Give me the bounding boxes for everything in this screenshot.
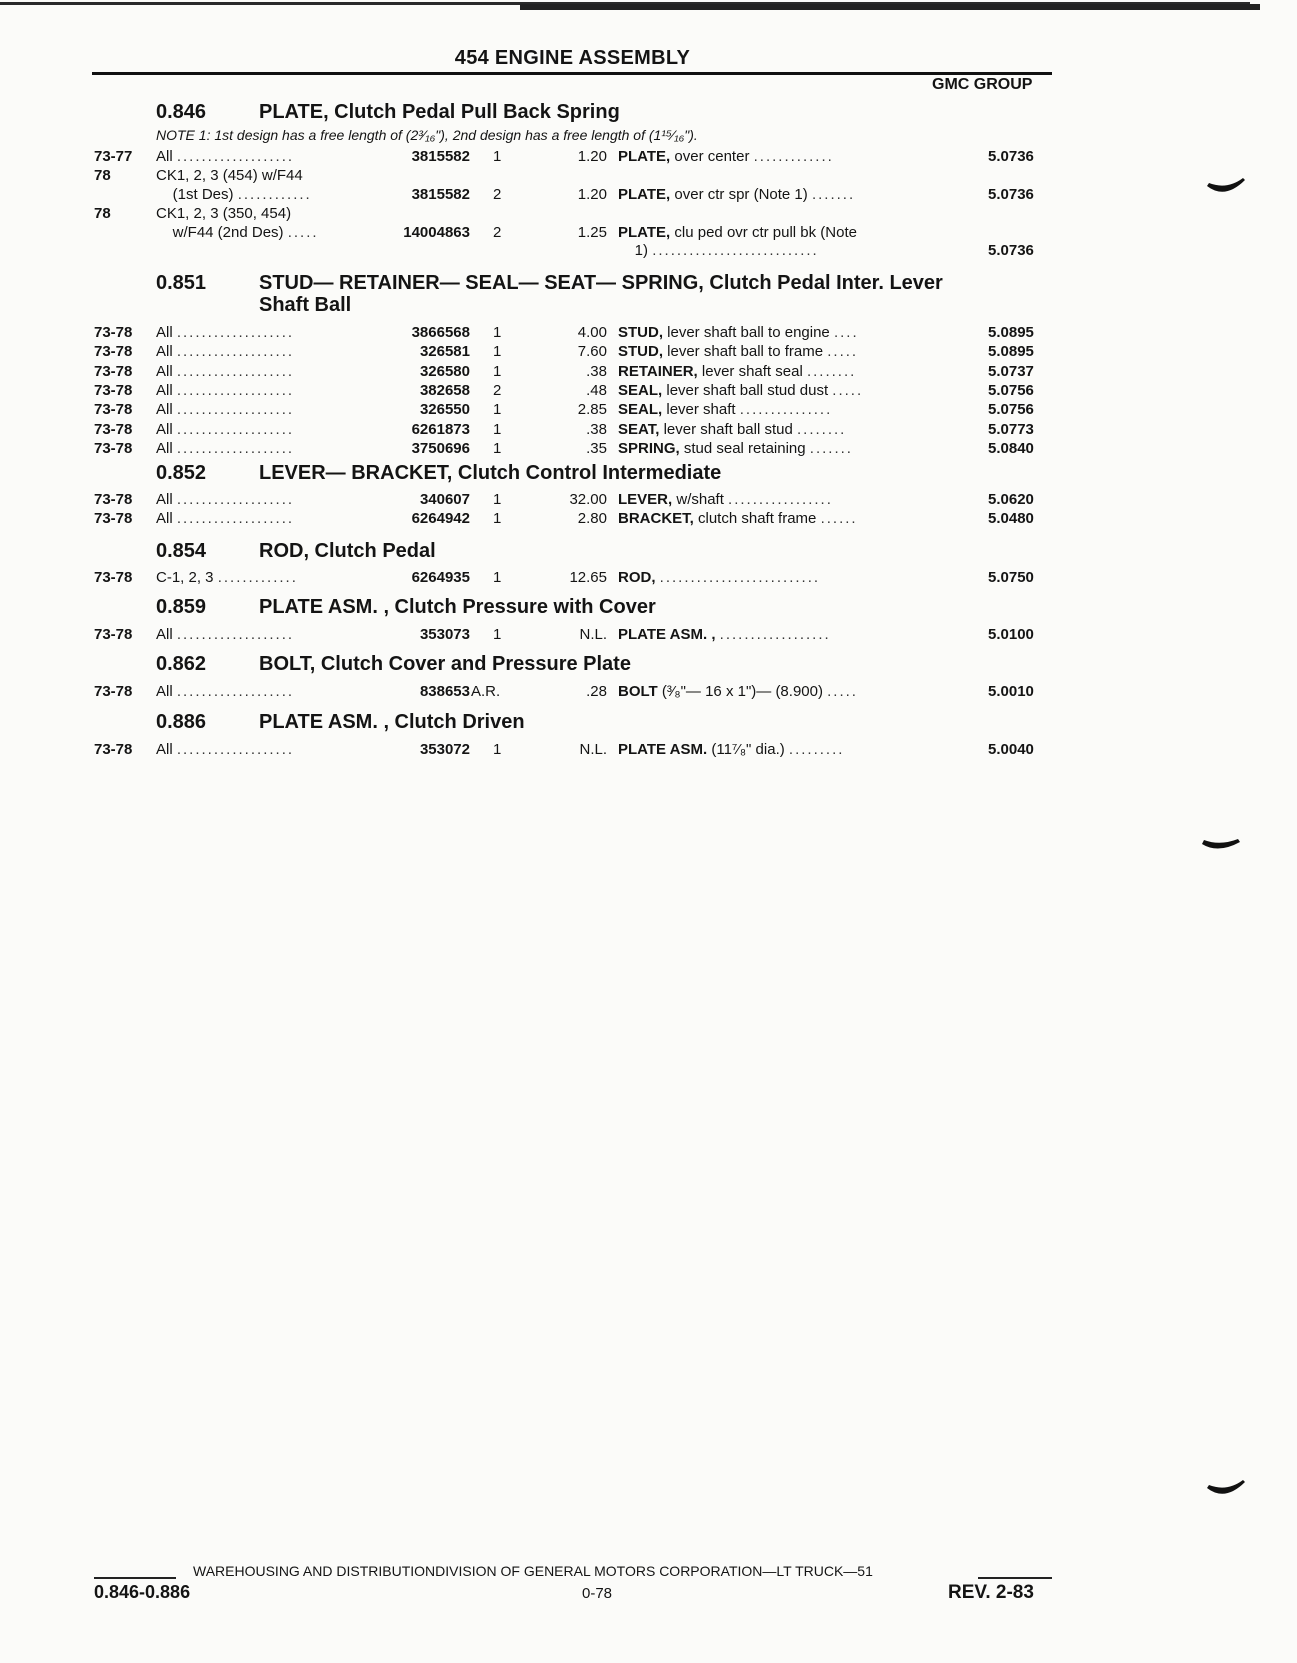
- section-number: 0.859: [156, 596, 207, 618]
- table-row: [0, 683, 1297, 702]
- description: STUD, lever shaft ball to engine ....: [618, 324, 859, 341]
- table-row: [0, 382, 1297, 401]
- part-number: 3866568: [411, 324, 470, 341]
- section-number: 0.846: [156, 101, 207, 123]
- description: [618, 167, 622, 184]
- part-number: 3750696: [411, 440, 470, 457]
- quantity: 1: [493, 569, 502, 586]
- footer-rule-right: [978, 1577, 1052, 1579]
- description: PLATE, over ctr spr (Note 1) .......: [618, 186, 856, 203]
- footer-range: 0.846-0.886: [94, 1582, 191, 1602]
- description: PLATE, clu ped ovr ctr pull bk (Note: [618, 224, 857, 241]
- description: LEVER, w/shaft .................: [618, 491, 833, 508]
- price: 32.00: [569, 491, 607, 508]
- application: All ...................: [156, 401, 295, 418]
- catalog-group-number: 5.0756: [988, 382, 1034, 399]
- section-title-continued: Shaft Ball: [259, 294, 352, 316]
- quantity: 1: [493, 421, 502, 438]
- application: All ...................: [156, 510, 295, 527]
- catalog-group-number: 5.0100: [988, 626, 1034, 643]
- price: .38: [586, 363, 607, 380]
- table-row: [0, 224, 1297, 243]
- price: 2.85: [577, 401, 607, 418]
- part-number: 382658: [419, 382, 470, 399]
- section-number: 0.852: [156, 462, 207, 484]
- catalog-group-number: 5.0736: [988, 186, 1034, 203]
- section-number: 0.851: [156, 272, 207, 294]
- quantity: 1: [493, 491, 502, 508]
- part-number: 6261873: [411, 421, 470, 438]
- part-number: 3815582: [411, 148, 470, 165]
- price: 7.60: [577, 343, 607, 360]
- price: N.L.: [579, 741, 607, 758]
- price: 1.20: [577, 186, 607, 203]
- footer-publisher: WAREHOUSING AND DISTRIBUTIONDIVISION OF GENERAL MOTORS CORPORATION—LT TRUCK—51: [193, 1563, 873, 1579]
- group-label: GMC GROUP: [932, 76, 1033, 93]
- model-year: 73-78: [94, 683, 133, 700]
- price: N.L.: [579, 626, 607, 643]
- model-year: 73-78: [94, 343, 133, 360]
- model-year: 73-78: [94, 626, 133, 643]
- footer-rule-left: [94, 1577, 176, 1579]
- quantity: A.R.: [471, 683, 501, 700]
- model-year: 78: [94, 167, 111, 184]
- description: SEAL, lever shaft ball stud dust .....: [618, 382, 864, 399]
- application: CK1, 2, 3 (350, 454): [156, 205, 292, 222]
- catalog-group-number: 5.0620: [988, 491, 1034, 508]
- section-title: ROD, Clutch Pedal: [259, 540, 436, 562]
- table-row: [0, 626, 1297, 645]
- model-year: 73-78: [94, 382, 133, 399]
- part-number: 326580: [419, 363, 470, 380]
- footer-revision: REV. 2-83: [948, 1582, 1034, 1603]
- part-number: 326550: [419, 401, 470, 418]
- model-year: 73-78: [94, 569, 133, 586]
- application: [156, 242, 160, 259]
- quantity: 1: [493, 510, 502, 527]
- title-underline: [92, 72, 1052, 75]
- table-row: [0, 510, 1297, 529]
- part-number: 326581: [419, 343, 470, 360]
- model-year: 73-78: [94, 741, 133, 758]
- part-number: 353072: [419, 741, 470, 758]
- page-title: 454 ENGINE ASSEMBLY: [454, 47, 691, 69]
- description: [618, 205, 622, 222]
- price: 1.20: [577, 148, 607, 165]
- part-number: 353073: [419, 626, 470, 643]
- section-title: PLATE ASM. , Clutch Pressure with Cover: [259, 596, 656, 618]
- application: All ...................: [156, 363, 295, 380]
- section-number: 0.886: [156, 711, 207, 733]
- description: STUD, lever shaft ball to frame .....: [618, 343, 859, 360]
- section-title: LEVER— BRACKET, Clutch Control Intermediate: [259, 462, 722, 484]
- application: All ...................: [156, 440, 295, 457]
- table-row: [0, 242, 1297, 261]
- description: BRACKET, clutch shaft frame ......: [618, 510, 858, 527]
- catalog-group-number: 5.0750: [988, 569, 1034, 586]
- binder-tab-mark: [1205, 176, 1247, 198]
- description: PLATE, over center .............: [618, 148, 834, 165]
- application: (1st Des) ............: [156, 186, 312, 203]
- application: All ...................: [156, 382, 295, 399]
- description: SEAL, lever shaft ...............: [618, 401, 833, 418]
- catalog-group-number: 5.0736: [988, 242, 1034, 259]
- quantity: 1: [493, 148, 502, 165]
- part-number: 6264942: [411, 510, 470, 527]
- price: .38: [586, 421, 607, 438]
- table-row: [0, 741, 1297, 760]
- price: .28: [586, 683, 607, 700]
- quantity: 2: [493, 382, 502, 399]
- section-title: PLATE, Clutch Pedal Pull Back Spring: [259, 101, 620, 123]
- table-row: [0, 401, 1297, 420]
- quantity: 1: [493, 626, 502, 643]
- price: 4.00: [577, 324, 607, 341]
- top-edge-rule-heavy: [520, 4, 1260, 10]
- description: BOLT (³⁄₈"— 16 x 1")— (8.900) .....: [618, 683, 858, 700]
- model-year: 73-78: [94, 491, 133, 508]
- description: RETAINER, lever shaft seal ........: [618, 363, 857, 380]
- catalog-group-number: 5.0895: [988, 324, 1034, 341]
- catalog-group-number: 5.0480: [988, 510, 1034, 527]
- quantity: 1: [493, 343, 502, 360]
- description: ROD, ..........................: [618, 569, 821, 586]
- quantity: 1: [493, 324, 502, 341]
- part-number: 340607: [419, 491, 470, 508]
- section-number: 0.854: [156, 540, 207, 562]
- application: All ...................: [156, 343, 295, 360]
- table-row: [0, 324, 1297, 343]
- table-row: [0, 569, 1297, 588]
- description: SPRING, stud seal retaining .......: [618, 440, 853, 457]
- quantity: 1: [493, 363, 502, 380]
- section-title: STUD— RETAINER— SEAL— SEAT— SPRING, Clutch Pedal Inter. Lever: [259, 272, 943, 294]
- catalog-group-number: 5.0736: [988, 148, 1034, 165]
- catalog-group-number: 5.0840: [988, 440, 1034, 457]
- application: All ...................: [156, 741, 295, 758]
- model-year: 73-78: [94, 440, 133, 457]
- quantity: 1: [493, 401, 502, 418]
- binder-tab-mark: [1200, 836, 1242, 858]
- table-row: [0, 440, 1297, 459]
- catalog-group-number: 5.0737: [988, 363, 1034, 380]
- description: 1) ...........................: [618, 242, 819, 259]
- model-year: 73-78: [94, 510, 133, 527]
- description: PLATE ASM. (11⁷⁄₈" dia.) .........: [618, 741, 845, 758]
- table-row: [0, 186, 1297, 205]
- footer-page-number: 0-78: [582, 1585, 613, 1602]
- quantity: 2: [493, 186, 502, 203]
- application: All ...................: [156, 148, 295, 165]
- table-row: [0, 148, 1297, 167]
- table-row: [0, 167, 1297, 186]
- price: 1.25: [577, 224, 607, 241]
- price: 12.65: [569, 569, 607, 586]
- catalog-group-number: 5.0895: [988, 343, 1034, 360]
- price: .35: [586, 440, 607, 457]
- price: 2.80: [577, 510, 607, 527]
- table-row: [0, 343, 1297, 362]
- model-year: 73-78: [94, 421, 133, 438]
- table-row: [0, 421, 1297, 440]
- table-row: [0, 205, 1297, 224]
- quantity: 2: [493, 224, 502, 241]
- table-row: [0, 491, 1297, 510]
- catalog-group-number: 5.0756: [988, 401, 1034, 418]
- application: All ...................: [156, 491, 295, 508]
- table-row: [0, 363, 1297, 382]
- price: .48: [586, 382, 607, 399]
- application: All ...................: [156, 683, 295, 700]
- quantity: 1: [493, 741, 502, 758]
- catalog-group-number: 5.0010: [988, 683, 1034, 700]
- part-number: 14004863: [403, 224, 470, 241]
- binder-tab-mark: [1205, 1478, 1247, 1500]
- application: C-1, 2, 3 .............: [156, 569, 298, 586]
- application: All ...................: [156, 421, 295, 438]
- model-year: 78: [94, 205, 111, 222]
- application: All ...................: [156, 626, 295, 643]
- section-title: BOLT, Clutch Cover and Pressure Plate: [259, 653, 631, 675]
- section-number: 0.862: [156, 653, 207, 675]
- application: All ...................: [156, 324, 295, 341]
- part-number: 6264935: [411, 569, 470, 586]
- quantity: 1: [493, 440, 502, 457]
- application: w/F44 (2nd Des) .....: [156, 224, 319, 241]
- section-note: NOTE 1: 1st design has a free length of (2³⁄₁₆"), 2nd design has a free length of (1¹⁵⁄₁₆").: [156, 127, 698, 143]
- description: PLATE ASM. , ..................: [618, 626, 831, 643]
- part-number: 3815582: [411, 186, 470, 203]
- application: CK1, 2, 3 (454) w/F44: [156, 167, 303, 184]
- section-title: PLATE ASM. , Clutch Driven: [259, 711, 525, 733]
- catalog-group-number: 5.0040: [988, 741, 1034, 758]
- catalog-group-number: 5.0773: [988, 421, 1034, 438]
- model-year: 73-78: [94, 401, 133, 418]
- description: SEAT, lever shaft ball stud ........: [618, 421, 847, 438]
- model-year: 73-78: [94, 363, 133, 380]
- model-year: 73-78: [94, 324, 133, 341]
- part-number: 838653: [419, 683, 470, 700]
- model-year: 73-77: [94, 148, 133, 165]
